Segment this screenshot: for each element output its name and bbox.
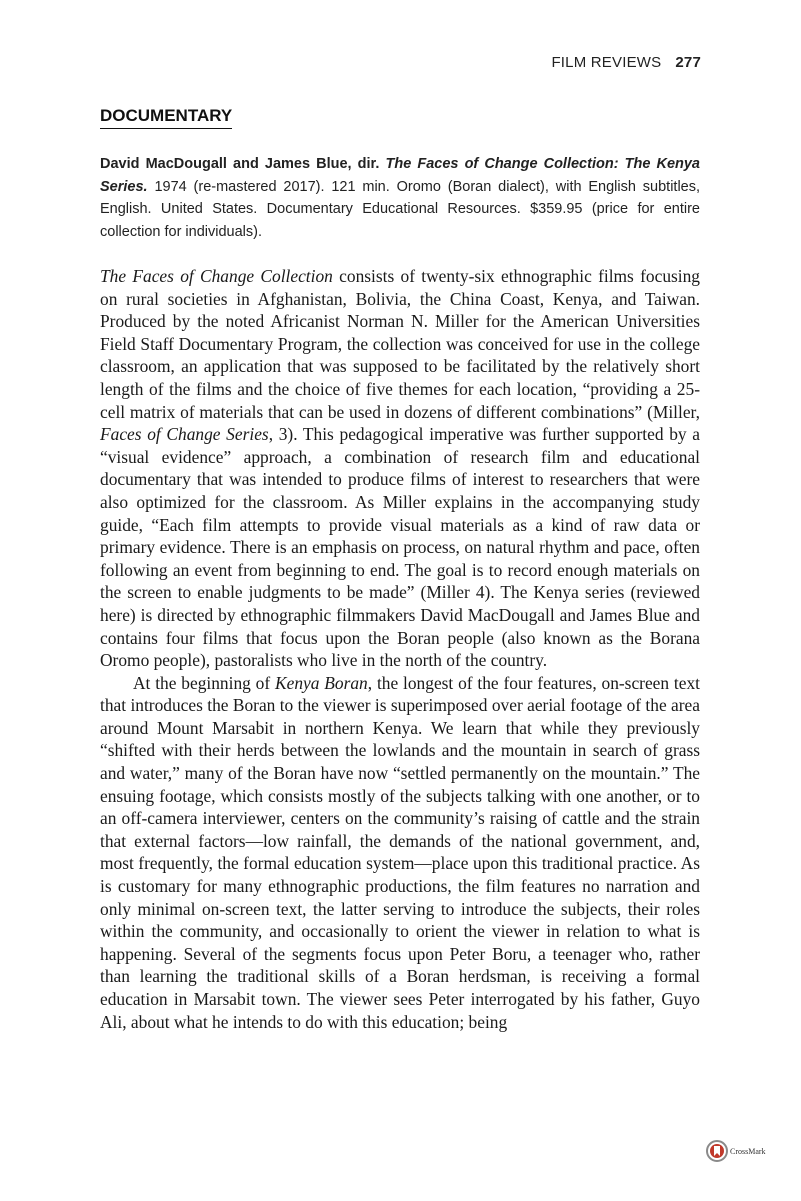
citation-authors: David MacDougall and James Blue, dir.: [100, 156, 380, 172]
section-heading: DOCUMENTARY: [100, 106, 232, 129]
paragraph-1-text-a: consists of twenty-six ethnographic films focusing on rural societies in Afghanistan, Bolivia, the China Coast, Kenya, and Taiwan. Produced by the noted Africanist Norman N. Miller for the American Universities Field Staff Documentary Program, the collection was conceived for use in the college classroom, an application that was supposed to be facilitated by the relatively short length of the films and the choice of five themes for each location, “providing a 25-cell matrix of materials that can be used in dozens of different combinations” (Miller,: [100, 266, 701, 422]
crossmark-label: CrossMark: [730, 1146, 766, 1156]
citation-title: The Faces of Change Collection: The Kenya Series.: [100, 156, 700, 195]
paragraph-2-text-a: At the beginning of: [133, 672, 276, 693]
paragraph-1-text-b: , 3). This pedagogical imperative was further supported by a “visual evidence” approach, a combination of research film and educational documentary that was intended to produce films of interest to researchers that were also optimized for the classroom. As Miller explains in the accompanying study guide, “Each film attempts to provide visual materials as a kind of raw data or primary evidence. There is an emphasis on process, on natural rhythm and pace, often following an event from beginning to end. The goal is to record enough materials on the screen to enable judgments to be made” (Miller 4). The Kenya series (reviewed here) is directed by ethnographic filmmakers David MacDougall and James Blue and contains four films that focus upon the Boran people (also known as the Borana Oromo people), pastoralists who live in the north of the country.: [100, 424, 700, 671]
collection-title: The Faces of Change Collection: [100, 266, 333, 286]
crossmark-badge[interactable]: [706, 1140, 766, 1162]
film-citation: [100, 153, 700, 243]
citation-details: 1974 (re-mastered 2017). 121 min. Oromo (Boran dialect), with English subtitles, English. United States. Documentary Educational Resources. $359.95 (price for entire collection for individuals).: [100, 178, 701, 240]
review-body: [100, 265, 700, 1033]
running-head-section: FILM REVIEWS: [551, 54, 662, 71]
paragraph-2-text-b: , the longest of the four features, on-screen text that introduces the Boran to the viewer is superimposed over aerial footage of the area around Mount Marsabit in northern Kenya. We learn that while they previously “shifted with their herds between the lowlands and the mountain in search of grass and water,” many of the Boran have now “settled permanently on the mountain.” The ensuing footage, which consists mostly of the subjects talking with one another, or to an off-camera interviewer, centers on the community’s raising of cattle and the strain that external factors—low rainfall, the demands of the national government, and, most frequently, the formal education system—place upon this traditional practice. As is customary for many ethnographic productions, the film features no narration and only minimal on-screen text, the latter serving to introduce the subjects, their roles within the community, and occasionally to orient the viewer in relation to what is happening. Several of the segments focus upon Peter Boru, a teenager who, rather than learning the traditional skills of a Boran herdsman, is receiving a formal education in Marsabit town. The viewer sees Peter interrogated by his father, Guyo Ali, about what he intends to do with this education; being: [100, 672, 700, 1032]
paragraph-1: [100, 265, 700, 672]
running-head: [551, 54, 701, 71]
series-reference: Faces of Change Series: [100, 424, 269, 445]
paragraph-2: [100, 672, 700, 1034]
page-number: 277: [675, 54, 701, 71]
film-title-kenya-boran: Kenya Boran: [275, 672, 368, 693]
crossmark-icon: [706, 1140, 728, 1162]
